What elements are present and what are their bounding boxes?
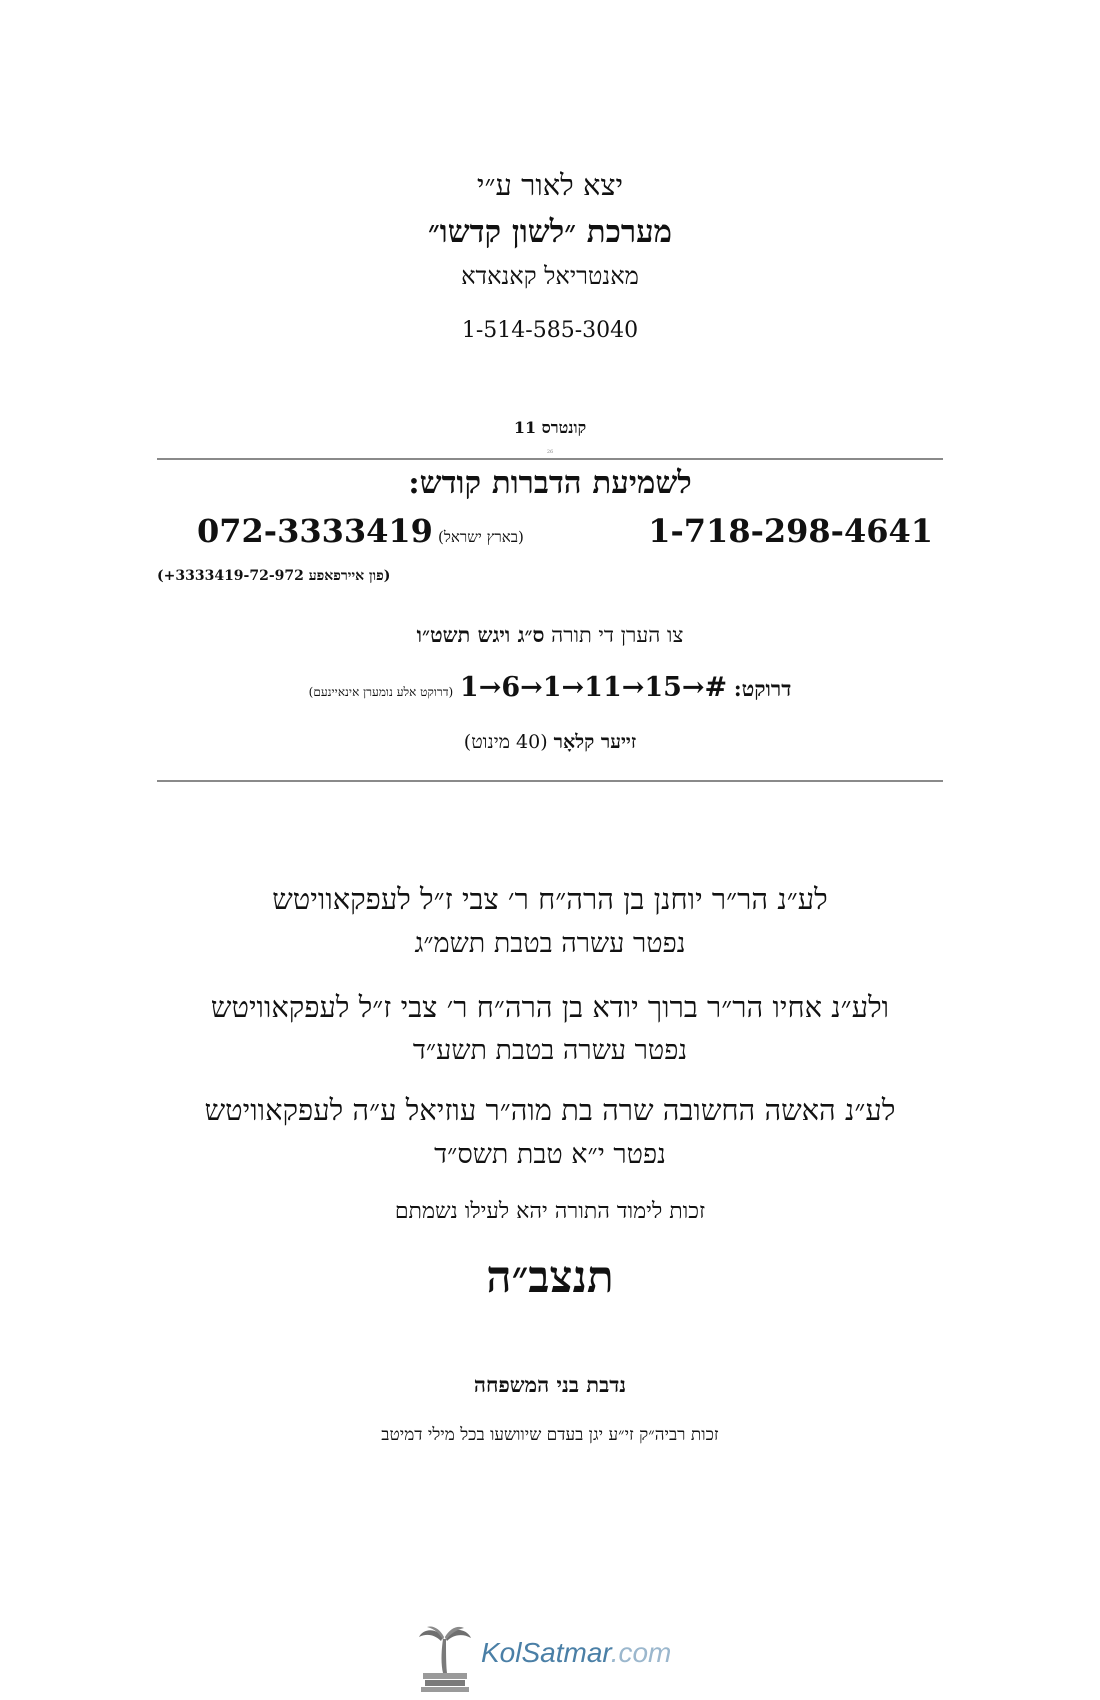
dial-sequence: 1→6→1→11→15→# [459,672,728,703]
parsha-prefix: צו הערן די תורה [551,623,684,647]
booklet-label: קונטרס 11 [513,418,587,437]
dedication-3-date: נפטר י״א טבת תשס״ד [434,1139,666,1170]
dedication-2-name: ולע״נ אחיו הר״ר ברוך יודא בן הרה״ח ר׳ צבי ז״ל לעפקאוויטש [210,990,890,1024]
clarity-note: זייער קלאָר [553,731,637,753]
israel-phone-group [197,512,524,550]
israel-label: (בארץ ישראל) [438,528,524,546]
palm-tree-books-icon [415,1623,475,1693]
blessing-line: זכות רביה״ק זי״ע יגן בעדם שיוושעו בכל מילי דמיטב [381,1425,719,1445]
publisher-line1: יצא לאור ע״י [476,168,624,202]
app-note: (פון איירפאפע 3333419-72-972+) [157,568,391,584]
duration-note: (40 מינוט) [463,731,548,753]
bottom-divider [157,780,943,782]
phone-row [157,512,943,562]
dedication-1-name: לע״נ הר״ר יוחנן בן הרה״ח ר׳ צבי ז״ל לעפקאוויטש [272,882,828,916]
dial-line [0,672,1100,703]
hotline-heading: לשמיעת הדברות קודש: [408,465,692,501]
logo-wordmark [481,1637,671,1669]
dedication-1-date: נפטר עשרה בטבת תשמ״ג [414,928,686,959]
tanzeva: תנצב״ה [486,1252,614,1303]
israel-phone-number: 072-3333419 [197,512,433,550]
donors-line: נדבת בני המשפחה [473,1372,627,1397]
dedication-3-name: לע״נ האשה החשובה שרה בת מוה״ר עוזיאל ע״ה לעפקאוויטש [204,1093,896,1127]
dedication-2-date: נפטר עשרה בטבת תשע״ד [412,1035,688,1066]
top-divider [157,458,943,460]
parsha-name: ס״ג ויגש תשט״ו [416,622,545,647]
kolsatmar-logo [415,1623,695,1693]
publisher-name: מערכת ״לשון קדשו״ [427,214,672,250]
dial-label: דרוקט: [733,676,792,701]
dial-note: (דרוקט אלע נומערן אינאיינעם) [308,685,454,699]
publisher-city: מאנטריאל קאנאדא [461,262,639,290]
publisher-phone: 1-514-585-3040 [461,318,639,343]
us-phone-number: 1-718-298-4641 [648,512,933,550]
merit-line: זכות לימוד התורה יהא לעילו נשמתם [394,1199,706,1224]
small-mark: 26 [546,449,554,455]
logo-brand: KolSatmar [481,1637,611,1668]
logo-suffix: .com [610,1637,672,1668]
parsha-line [0,622,1100,648]
duration-line [0,731,1100,754]
